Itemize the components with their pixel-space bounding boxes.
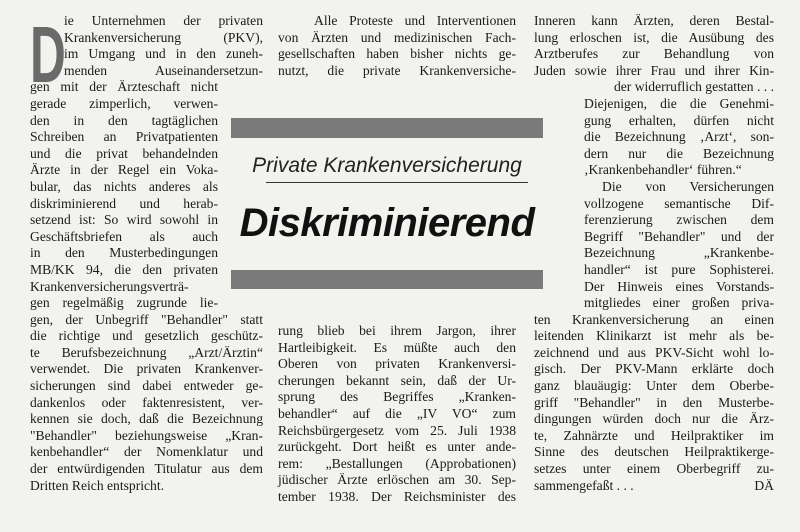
text-line: Hartleibigkeit. Es müßte auch den (278, 339, 516, 355)
text-line: setzes unter einem Oberbegriff zu- (534, 461, 774, 477)
text-line: sicherungen sind dabei entweder ge- (30, 378, 263, 394)
text-line: te, Zahnärzte und Heilpraktiker im (534, 427, 774, 443)
text-line: griff "Behandler" in den Musterbe- (534, 394, 774, 410)
text-line: Dritten Reich entspricht. (30, 477, 165, 493)
headline: Diskriminierend (239, 201, 535, 245)
text-line: zurückgeht. Dort heißt es unter ande- (278, 439, 516, 455)
text-line: cherungen bekannt sein, daß der Ur- (278, 372, 516, 388)
text-line: handler“ ist pure Sophisterei. (584, 261, 774, 277)
text-line: in den Musterbedingungen (30, 245, 218, 261)
text-line: Begriff "Behandler" und der (584, 228, 774, 244)
text-line: gesellschaften haben bisher nichts ge- (278, 46, 516, 62)
text-line: nutzt, die private Krankenversiche- (278, 62, 516, 78)
bottom-gray-bar (231, 270, 543, 289)
text-line: dingungen würden doch nur die Ärz- (534, 411, 774, 427)
text-line: Der Hinweis eines Vorstands- (584, 278, 774, 294)
text-line: der entwürdigenden Titulatur aus dem (30, 461, 263, 477)
text-line: Juden sowie ihrer Frau und ihrer Kin- (534, 62, 774, 78)
text-line: Oberen von privaten Krankenversi- (278, 356, 516, 372)
text-line: te Berufsbezeichnung „Arzt/Ärztin“ (30, 344, 263, 360)
text-line: gen regelmäßig zugrunde lie- (30, 295, 218, 311)
text-line: ferenzierung zwischen dem (584, 212, 774, 228)
text-line: und die privat behandelnden (30, 145, 218, 161)
text-line: lung erloschen ist, die Ausübung des (534, 29, 774, 45)
text-line: Reichsbürgergesetz vom 25. Juli 1938 (278, 422, 516, 438)
column-2-bottom (278, 323, 516, 506)
text-line-content: sammengefaßt . . . (534, 477, 634, 493)
text-line: gen, der Unbegriff "Behandler" statt (30, 311, 263, 327)
text-line: kenbehandler“ der Nomenklatur und (30, 444, 263, 460)
text-line: setzend ist: So wird sowohl in (30, 212, 218, 228)
text-line: die richtige und gesetzlich geschütz- (30, 328, 263, 344)
text-line: ganz blauäugig: Unter dem Oberbe- (534, 378, 774, 394)
text-line: dern nur die Bezeichnung (584, 145, 774, 161)
text-line: diskriminierend und herab- (30, 195, 218, 211)
text-line: rung blieb bei ihrem Jargon, ihrer (278, 323, 516, 338)
text-line: "Behandler" beziehungsweise „Kran- (30, 427, 263, 443)
text-line: der widerruflich gestatten . . . (613, 79, 774, 95)
text-line: Ärzte in der Regel ein Voka- (30, 162, 218, 178)
text-line: die Bezeichnung ‚Arzt‘, son- (584, 129, 774, 145)
text-line: Alle Proteste und Interventionen (314, 13, 516, 28)
text-line: ten Krankenversicherung an einen (534, 311, 774, 327)
text-line: Sinne des deutschen Heilpraktikerge- (534, 444, 774, 460)
text-line: Krankenversicherungsverträ- (30, 278, 189, 294)
text-line: Geschäftsbriefen als auch (30, 228, 218, 244)
text-line: zeichnend und aus PKV-Sicht wohl lo- (534, 344, 774, 360)
text-line: gung erhalten, dürfen nicht (584, 112, 774, 128)
text-line: Diejenigen, die die Genehmi- (584, 95, 774, 111)
column-1 (30, 10, 263, 494)
text-line: bular, das nichts anderes als (30, 178, 218, 194)
column-2-top (278, 13, 516, 79)
text-line: gisch. Der PKV-Mann erklärte doch (534, 361, 774, 377)
text-line: rem: „Bestallungen (Approbationen) (278, 455, 516, 471)
column-3 (534, 13, 774, 494)
text-line: gerade zimperlich, verwen- (30, 95, 218, 111)
text-line: behandler“ auf die „IV VO“ zum (278, 405, 516, 421)
text-line: mitgliedes einer großen priva- (584, 295, 774, 311)
text-line: vollzogene semantische Dif- (584, 195, 774, 211)
text-line: von Ärzten und medizinischen Fach- (278, 29, 516, 45)
drop-cap: D (30, 10, 66, 99)
text-line: MB/KK 94, die den privaten (30, 261, 218, 277)
text-line: den in den tagtäglichen (30, 112, 218, 128)
text-line: verwendet. Die privaten Krankenver- (30, 361, 263, 377)
text-line: leitenden Klinikarzt ist mehr als be- (534, 328, 774, 344)
text-line: Krankenversicherung (PKV), (64, 29, 263, 45)
text-line (534, 478, 774, 495)
author-initials: DÄ (754, 477, 774, 493)
text-line: kennen sie doch, daß die Bezeichnung (30, 411, 263, 427)
text-line: jüdischer Ärzte erlöschen am 30. Sep- (278, 472, 516, 488)
text-line: sprung des Begriffes „Kranken- (278, 389, 516, 405)
text-line: ‚Krankenbehandler‘ führen.“ (584, 162, 742, 178)
text-line: gen mit der Ärzteschaft nicht (30, 79, 218, 95)
kicker-underline (266, 182, 528, 183)
text-line: tember 1938. Der Reichsminister des (278, 488, 516, 504)
text-line: Schreiben an Privatpatienten (30, 129, 218, 145)
text-line: im Umgang und in den zuneh- (64, 46, 263, 62)
text-line: Bezeichnung „Krankenbe- (584, 245, 774, 261)
text-line: menden Auseinandersetzun- (64, 62, 263, 78)
text-line: Arztberufes zur Behandlung von (534, 46, 774, 62)
text-line: Inneren kann Ärzten, deren Bestal- (534, 13, 774, 28)
kicker: Private Krankenversicherung (252, 154, 522, 177)
top-gray-bar (231, 118, 543, 138)
text-line: Die von Versicherungen (602, 178, 774, 194)
text-line: dankenlos oder faktenresistent, ver- (30, 394, 263, 410)
text-line: ie Unternehmen der privaten (64, 13, 263, 28)
